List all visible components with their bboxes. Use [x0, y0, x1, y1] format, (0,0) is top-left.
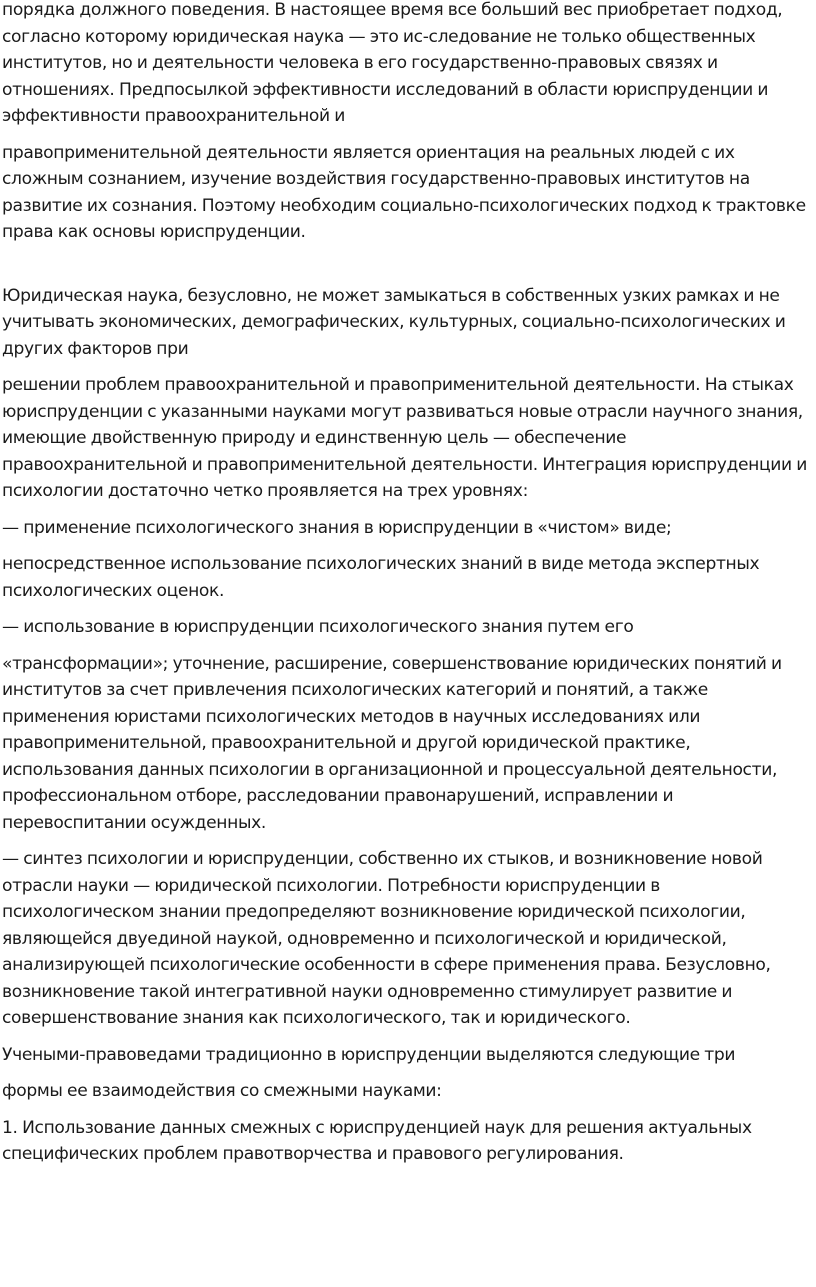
paragraph-2: правоприменительной деятельности является ориентация на реальных людей с их сложным сознанием, изучение воздействия государственно-правовых институтов на развитие их сознания. Поэтому необходим социально-психологических подход к трактовке права как основы юриспруденции.	[2, 142, 806, 242]
paragraph-6: непосредственное использование психологических знаний в виде метода экспертных психологических оценок.	[2, 554, 760, 601]
paragraph-3: Юридическая наука, безусловно, не может замыкаться в собственных узких рамках и не учитывать экономических, демографических, культурных, социально-психологических и других факторов при	[2, 285, 786, 359]
paragraph-5: — применение психологического знания в юриспруденции в «чистом» виде;	[2, 517, 672, 538]
paragraph-12: 1. Использование данных смежных с юриспруденцией наук для решения актуальных специфических проблем правотворчества и правового регулирования.	[2, 1117, 752, 1164]
paragraph-4: решении проблем правоохранительной и правоприменительной деятельности. На стыках юриспруденции с указанными науками могут развиваться новые отрасли научного знания, имеющие двойственную природу и единственную цель — обеспечение правоохранительной и правоприменительной деятельности. Интеграция юриспруденции и психологии достаточно четко проявляется на трех уровнях:	[2, 375, 808, 501]
paragraph-10: Учеными-правоведами традиционно в юриспруденции выделяются следующие три	[2, 1044, 736, 1065]
paragraph-9: — синтез психологии и юриспруденции, собственно их стыков, и возникновение новой отрасли науки — юридической психологии. Потребности юриспруденции в психологическом знании предопределяют возникновение юридической психологии, являющейся двуединой наукой, одновременно и психологической и юридической, анализирующей психологические особенности в сфере применения права. Безусловно, возникновение такой интегративной науки одновременно стимулирует развитие и совершенствование знания как психологического, так и юридического.	[2, 849, 771, 1028]
paragraph-1: порядка должного поведения. В настоящее время все больший вес приобретает подход, согласно которому юридическая наука — это ис-следование не только общественных институтов, но и деятельности человека в его государственно-правовых связях и отношениях. Предпосылкой эффективности исследований в области юриспруденции и эффективности правоохранительной и	[2, 0, 783, 126]
paragraph-7: — использование в юриспруденции психологического знания путем его	[2, 617, 634, 637]
paragraph-8: «трансформации»; уточнение, расширение, совершенствование юридических понятий и институтов за счет привлечения психологических категорий и понятий, а также применения юристами психологических методов в научных исследованиях или правоприменительной, правоохранительной и другой юридической практике, использования данных психологии в организационной и процессуальной деятельности, профессиональном отборе, расследовании правонарушений, исправлении и перевоспитании осужденных.	[2, 653, 782, 833]
paragraph-11: формы ее взаимодействия со смежными науками:	[2, 1081, 442, 1101]
